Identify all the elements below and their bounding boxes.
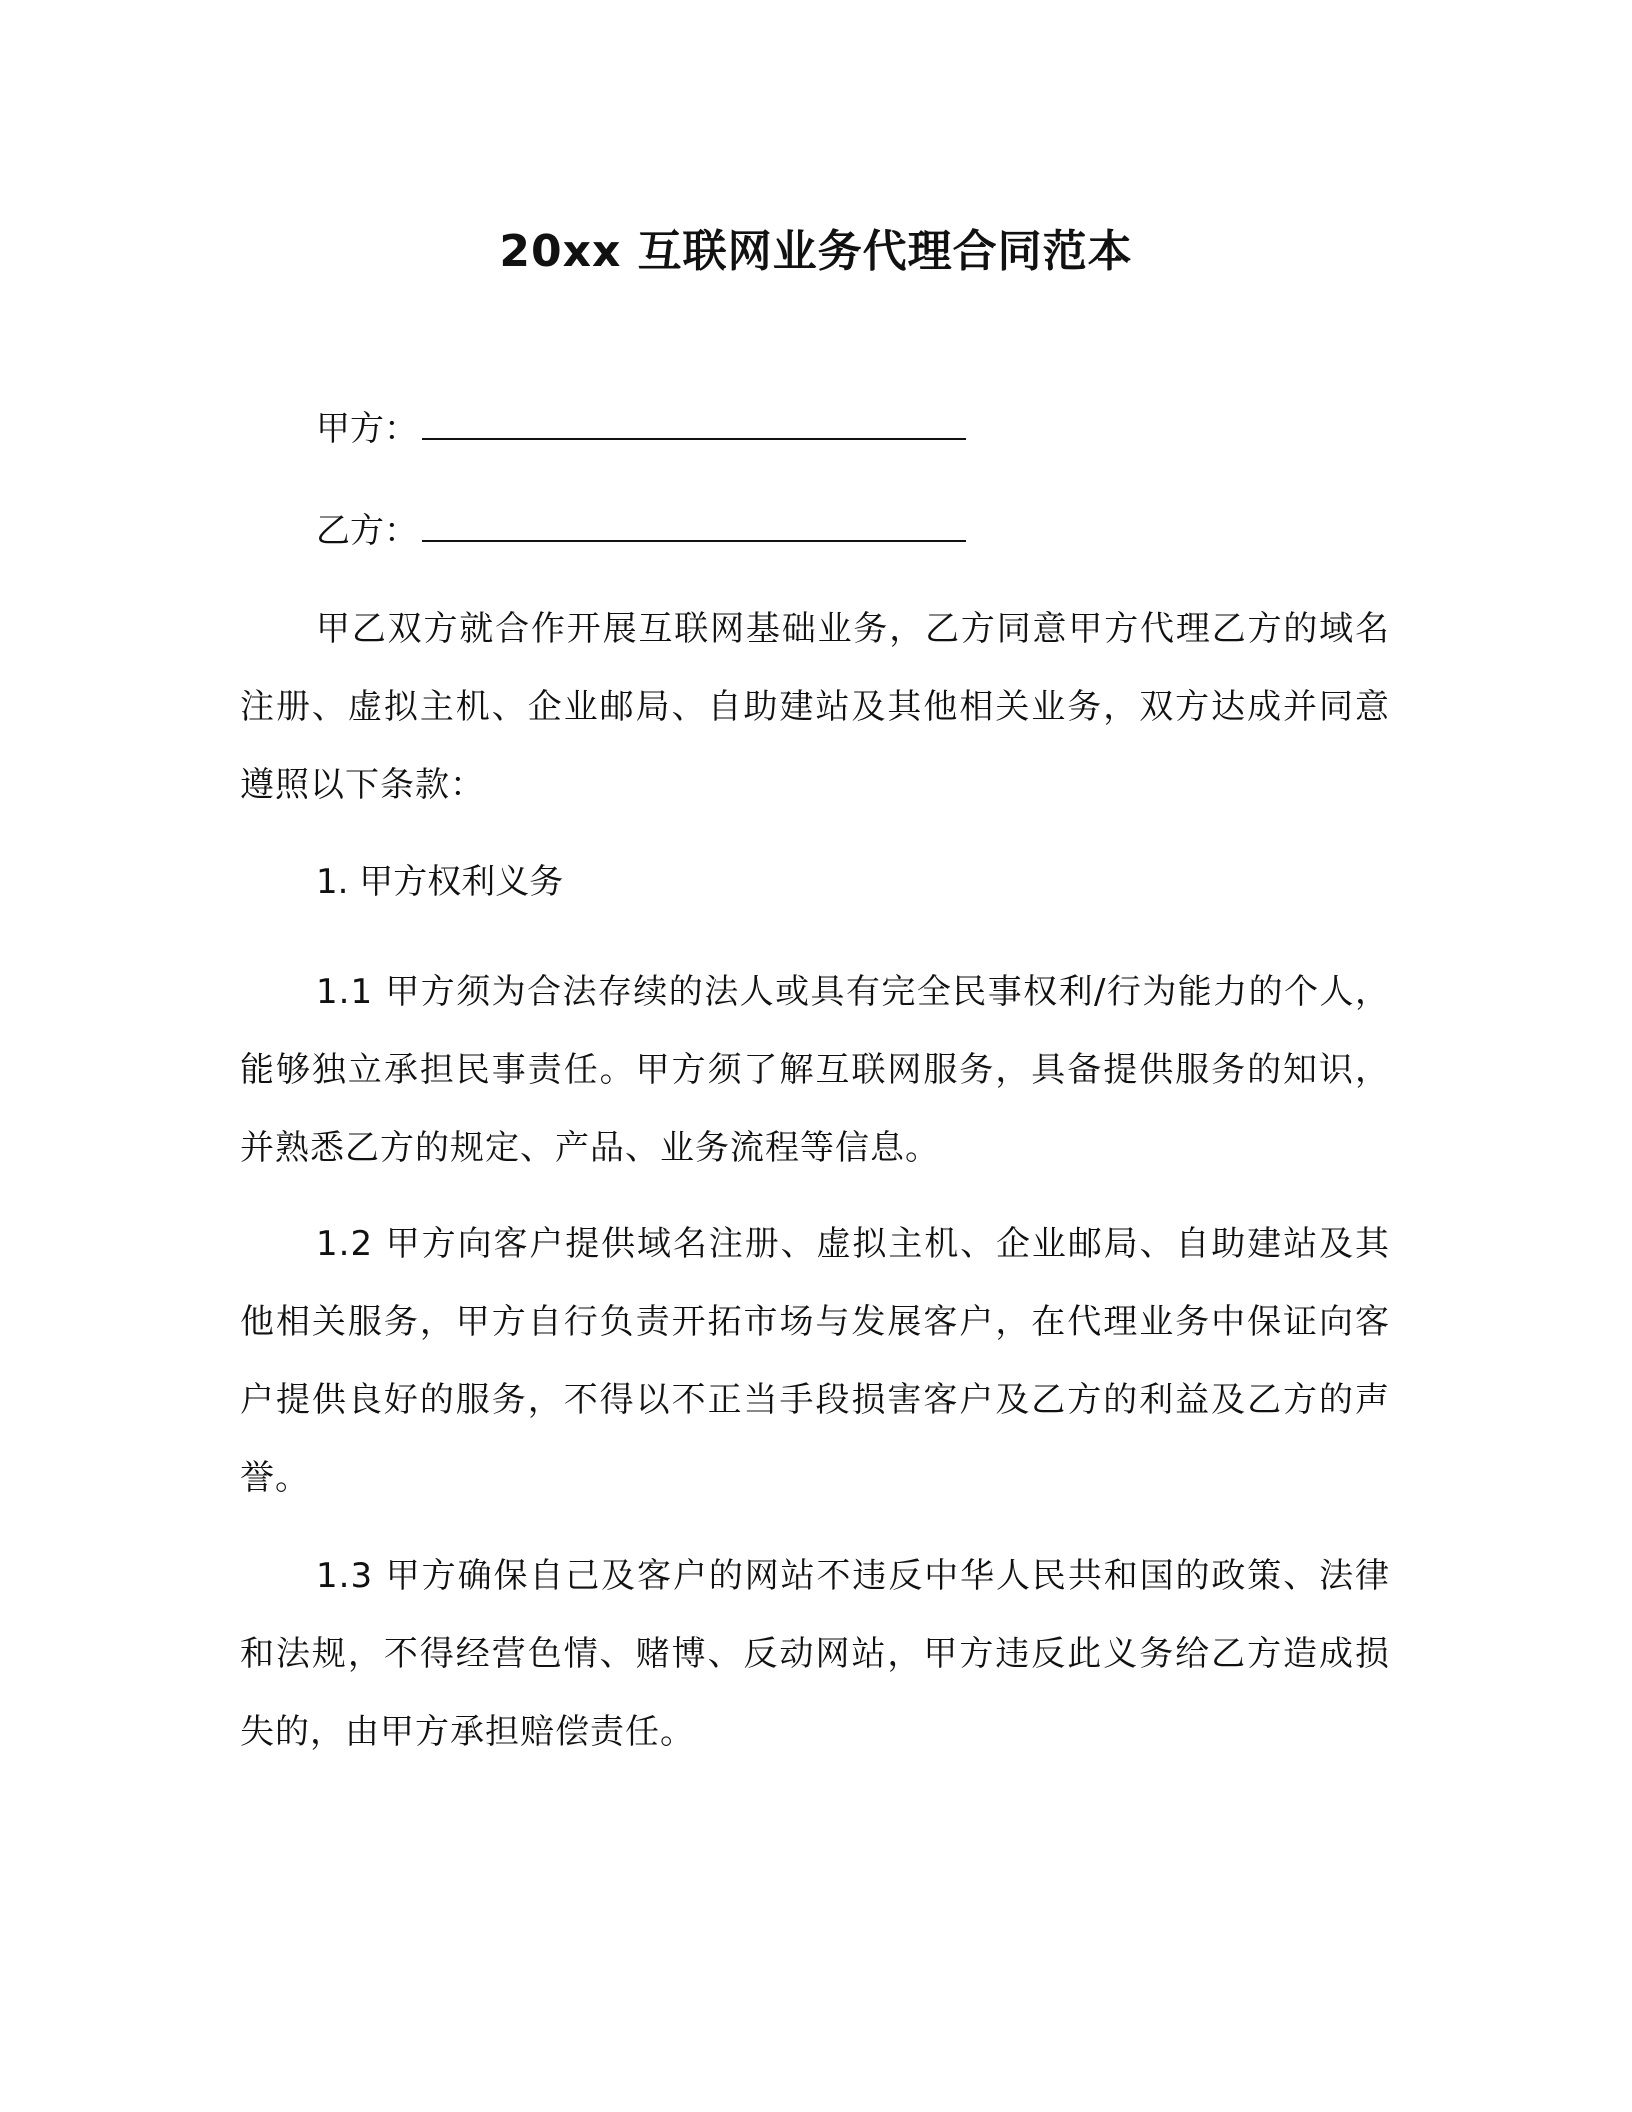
clause-1-3: 1.3 甲方确保自己及客户的网站不违反中华人民共和国的政策、法律和法规，不得经营色情、赌博、反动网站，甲方违反此义务给乙方造成损失的，由甲方承担赔偿责任。 bbox=[240, 1556, 1390, 1752]
party-b-label: 乙方： bbox=[316, 511, 418, 551]
clause-1-1: 1.1 甲方须为合法存续的法人或具有完全民事权利/行为能力的个人，能够独立承担民事责任。甲方须了解互联网服务，具备提供服务的知识，并熟悉乙方的规定、产品、业务流程等信息。 bbox=[240, 972, 1390, 1168]
party-b-blank bbox=[422, 506, 966, 542]
document-title: 20xx 互联网业务代理合同范本 bbox=[499, 226, 1133, 277]
party-a-line bbox=[316, 404, 966, 453]
intro-paragraph: 甲乙双方就合作开展互联网基础业务，乙方同意甲方代理乙方的域名注册、虚拟主机、企业邮局、自助建站及其他相关业务，双方达成并同意遵照以下条款： bbox=[240, 609, 1390, 805]
party-a-blank bbox=[422, 404, 966, 440]
clause-1-2: 1.2 甲方向客户提供域名注册、虚拟主机、企业邮局、自助建站及其他相关服务，甲方自行负责开拓市场与发展客户，在代理业务中保证向客户提供良好的服务，不得以不正当手段损害客户及乙方的利益及乙方的声誉。 bbox=[240, 1224, 1390, 1498]
section-1-heading: 1. 甲方权利义务 bbox=[316, 862, 564, 902]
party-a-label: 甲方： bbox=[316, 409, 418, 449]
party-b-line bbox=[316, 506, 966, 555]
